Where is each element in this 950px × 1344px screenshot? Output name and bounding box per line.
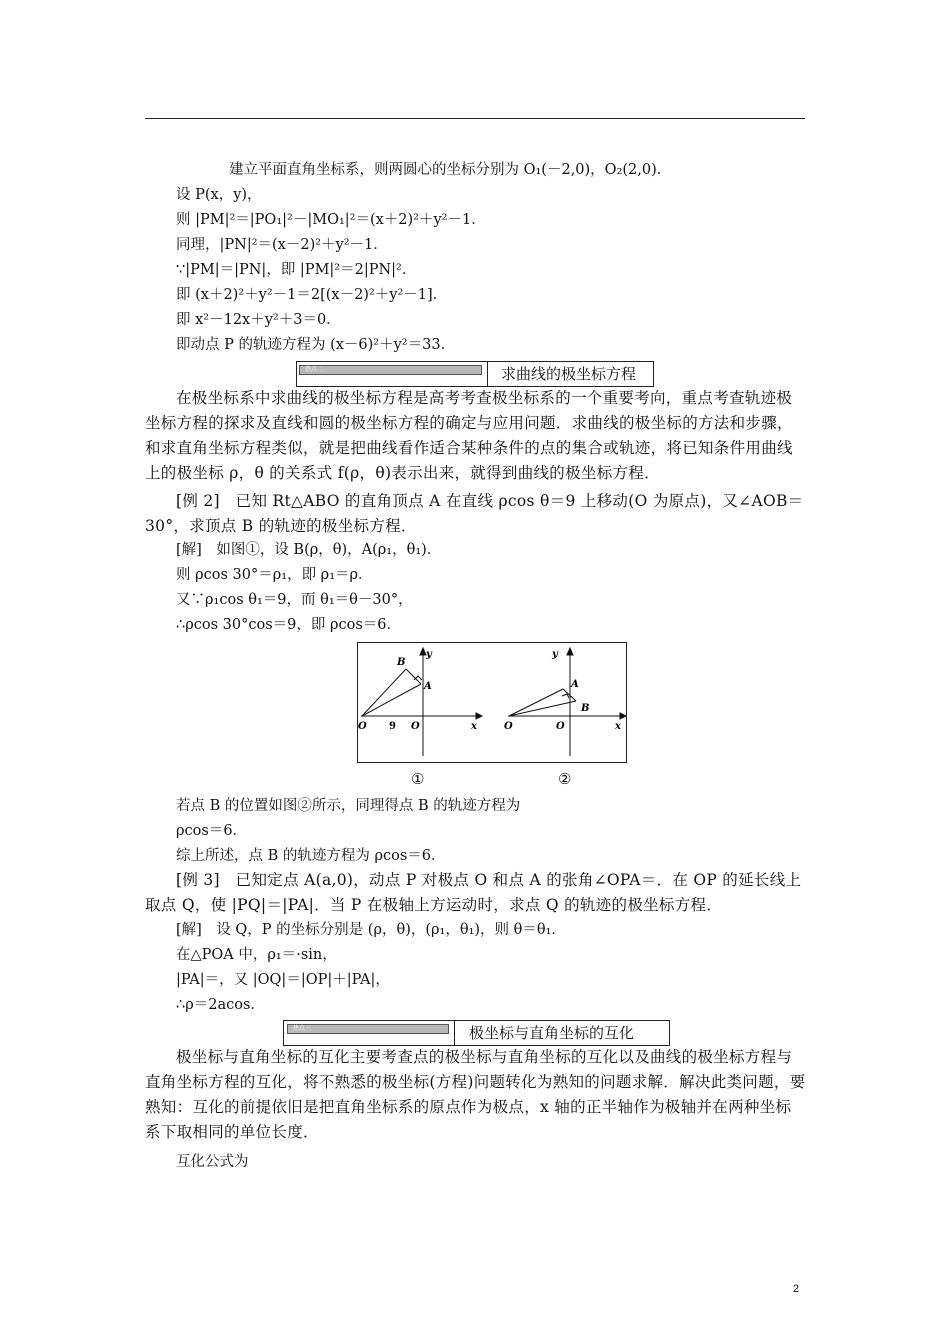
- fig2-x-arrow: [620, 713, 626, 719]
- fig1-segment-OA: [362, 684, 421, 716]
- text-line: 互化公式为: [176, 1154, 249, 1170]
- fig2-label-O: O: [504, 721, 513, 732]
- section-header-2: [296, 361, 654, 387]
- header-rule: [145, 118, 805, 119]
- example-2: [例 2] 已知 Rt△ABO 的直角顶点 A 在直线 ρcos θ＝9 上移动(O 为原点)，又∠AOB＝30°，求顶点 B 的轨迹的极坐标方程．: [145, 492, 804, 535]
- text-line: 若点 B 的位置如图②所示，同理得点 B 的轨迹方程为: [176, 798, 521, 814]
- figure-box: [357, 642, 627, 763]
- fig1-x-arrow: [476, 713, 482, 719]
- fig1-label-B: B: [397, 657, 406, 668]
- section-badge: 热点二: [299, 365, 482, 375]
- section3-paragraph: 极坐标与直角坐标的互化主要考查点的极坐标与直角坐标的互化以及曲线的极坐标方程与直角坐标方程的互化，将不熟悉的极坐标(方程)问题转化为熟知的问题求解．解决此类问题，要熟知：互化的前提依旧是把直角坐标系的原点作为极点，x 轴的正半轴作为极轴并在两种坐标系下取相同的单位长度．: [145, 1048, 806, 1141]
- fig2-label-A: A: [571, 679, 579, 690]
- fig1-label-y: y: [426, 649, 432, 660]
- fig1-label-x: x: [471, 721, 477, 732]
- fig1-label-9: 9: [389, 721, 396, 732]
- text-line: ρcos＝6．: [176, 823, 248, 839]
- section-header-3: [283, 1020, 670, 1046]
- fig2-label-O2: O: [556, 721, 565, 732]
- fig1-label-O: O: [358, 721, 367, 732]
- solution-line: ∴ρcos 30°cos＝9，即 ρcos＝6．: [176, 617, 402, 633]
- text-line: 同理，|PN|²＝(x－2)²＋y²－1．: [176, 237, 388, 253]
- text-line: ∵|PM|＝|PN|，即 |PM|²＝2|PN|²．: [176, 262, 417, 278]
- solution-line: 在△POA 中，ρ₁＝·sin，: [176, 947, 337, 963]
- fig2-label-x: x: [615, 721, 621, 732]
- solution-line: ∴ρ＝2acos．: [176, 997, 265, 1013]
- solution-line: [解] 设 Q，P 的坐标分别是 (ρ，θ)，(ρ₁，θ₁)，则 θ＝θ₁．: [176, 922, 566, 938]
- section-title: 极坐标与直角坐标的互化: [469, 1024, 635, 1042]
- section-divider: [487, 362, 488, 386]
- fig2-segment-OA: [509, 689, 563, 716]
- section-badge: 热点三: [287, 1024, 449, 1034]
- figure-caption-1: ①: [411, 770, 425, 788]
- section-title: 求曲线的极坐标方程: [501, 365, 637, 383]
- text-line: 建立平面直角坐标系，则两圆心的坐标分别为 O₁(－2,0)，O₂(2,0)．: [229, 162, 672, 178]
- section-divider: [454, 1021, 455, 1045]
- text-line: 即 x²－12x＋y²＋3＝0．: [176, 312, 341, 328]
- fig1-label-A: A: [424, 681, 432, 692]
- solution-line: 则 ρcos 30°＝ρ₁，即 ρ₁＝ρ．: [176, 567, 373, 583]
- text-line: 则 |PM|²＝|PO₁|²－|MO₁|²＝(x＋2)²＋y²－1．: [176, 212, 486, 228]
- fig2-y-arrow: [567, 648, 573, 655]
- fig2-label-B: B: [581, 703, 590, 714]
- example-3: [例 3] 已知定点 A(a,0)，动点 P 对极点 O 和点 A 的张角∠OPA＝．在 OP 的延长线上取点 Q，使 |PQ|＝|PA|．当 P 在极轴上方运动时，求点 Q 的轨迹的极坐标方程．: [145, 871, 802, 914]
- fig2-segment-OB: [509, 701, 576, 716]
- text-line: 即动点 P 的轨迹方程为 (x－6)²＋y²＝33．: [176, 337, 456, 353]
- solution-line: 又∵ρ₁cos θ₁＝9，而 θ₁＝θ－30°，: [176, 592, 413, 608]
- text-line: 设 P(x，y)，: [176, 187, 262, 203]
- section2-paragraph: 在极坐标系中求曲线的极坐标方程是高考考查极坐标系的一个重要考向，重点考查轨迹极坐标方程的探求及直线和圆的极坐标方程的确定与应用问题．求曲线的极坐标的方法和步骤，和求直角坐标方程类似，就是把曲线看作适合某种条件的点的集合或轨迹，将已知条件用曲线上的极坐标 ρ，θ 的关系式 f(ρ，θ)表示出来，就得到曲线的极坐标方程．: [145, 389, 793, 482]
- figure-caption-2: ②: [558, 770, 572, 788]
- text-line: 综上所述，点 B 的轨迹方程为 ρcos＝6．: [176, 848, 446, 864]
- solution-line: |PA|＝，又 |OQ|＝|OP|＋|PA|，: [176, 972, 390, 988]
- fig1-label-O2: O: [411, 721, 420, 732]
- fig1-segment-OB: [362, 669, 406, 716]
- text-line: 即 (x＋2)²＋y²－1＝2[(x－2)²＋y²－1]．: [176, 287, 448, 303]
- page-number: 2: [793, 1283, 800, 1295]
- fig2-right-angle: [562, 694, 569, 698]
- solution-line: [解] 如图①，设 B(ρ，θ)，A(ρ₁，θ₁)．: [176, 542, 442, 558]
- fig2-label-y: y: [552, 649, 558, 660]
- figure-diagram: [358, 643, 628, 764]
